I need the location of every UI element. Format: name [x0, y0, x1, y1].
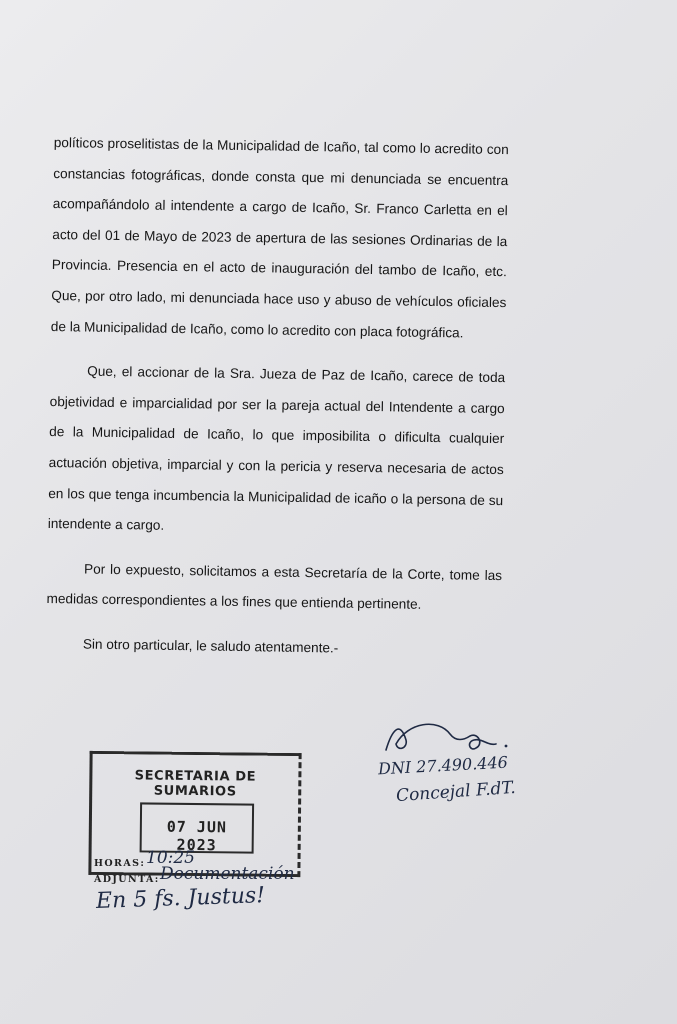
paragraph-4: Sin otro particular, le saludo atentamente.-	[82, 636, 339, 656]
stamp-adjunta-label: ADJUNTA:	[94, 874, 160, 885]
stamp-title: SECRETARIA DE SUMARIOS	[134, 768, 257, 800]
signature-dni: DNI 27.490.446	[377, 752, 509, 779]
signature-role: Concejal F.dT.	[395, 777, 517, 807]
paragraph-2: Que, el accionar de la Sra. Jueza de Paz de Icaño, carece de toda objetividad e imparcialidad por ser la pareja actual del Intendente a cargo de la Municipalidad de Icaño, lo que imposibilita o dificulta cualquier actuación objetiva, imparcial y con la pericia y reserva necesaria de actos en los que tenga incumbencia la Municipalidad de icaño o la persona de su intendente a cargo.	[47, 363, 506, 533]
stamp-date-box	[140, 802, 255, 853]
document-body	[45, 128, 509, 681]
stamp-date: 07 JUN 2023	[166, 817, 228, 855]
paragraph-3: Por lo expuesto, solicitamos a esta Secretaría de la Corte, tome las medidas correspondientes a los fines que entienda pertinente.	[46, 561, 503, 613]
stamp-handwritten-note: En 5 fs. Justus!	[95, 883, 266, 914]
stamp-horas-label: HORAS:	[94, 858, 146, 869]
stamp-horas-value: 10:25	[146, 848, 195, 868]
stamp-adjunta-value: Documentación	[160, 864, 295, 884]
paragraph-1: políticos proselitistas de la Municipalidad de Icaño, tal como lo acredito con constancias fotográficas, donde consta que mi denunciada se encuentra acompañándolo al intendente a cargo de Icaño, Sr. Franco Carletta en el acto del 01 de Mayo de 2023 de apertura de las sesiones Ordinarias de la Provincia. Presencia en el acto de inauguración del tambo de Icaño, etc. Que, por otro lado, mi denunciada hace uso y abuso de vehículos oficiales de la Municipalidad de Icaño, como lo acredito con placa fotográfica.	[50, 134, 509, 341]
